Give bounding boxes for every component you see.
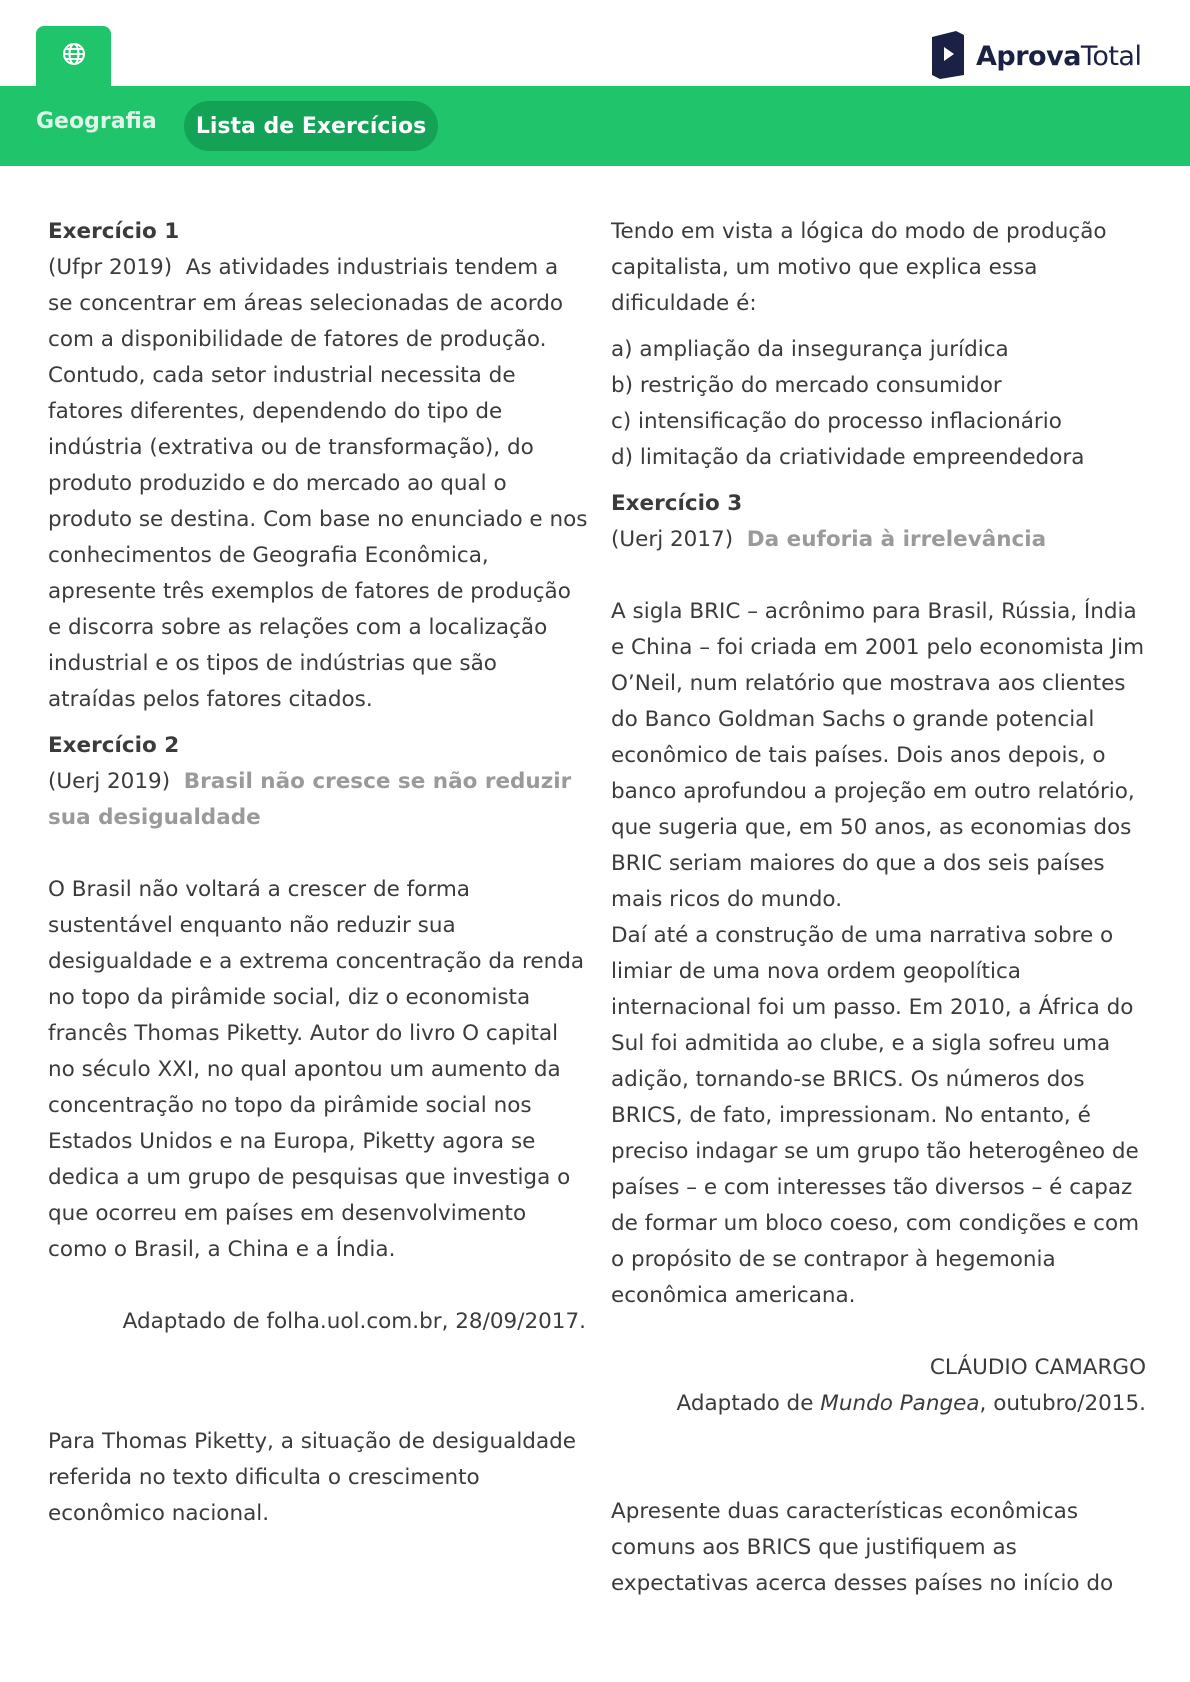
exercise-1-text: As atividades industriais tendem a se concentrar em áreas selecionadas de acordo com a disponibilidade de fatores de produção. Contudo, cada setor industrial necessita de fatores diferentes, dependendo do tipo de indústria (extrativa ou de transformação), do produto produzido e do mercado ao qual o produto se destina. Com base no enunciado e nos conhecimentos de Geografia Econômica, apresente três exemplos de fatores de produção e discorra sobre as relações com a localização industrial e os tipos de indústrias que são atraídas pelos fatores citados.: [48, 255, 588, 712]
exercise-2-text: O Brasil não voltará a crescer de forma sustentável enquanto não reduzir sua desigualdade e a extrema concentração da renda no topo da pirâmide social, diz o economista francês Thomas Piketty. Autor do livro O capital no século XXI, no qual apontou um aumento da concentração no topo da pirâmide social nos Estados Unidos e na Europa, Piketty agora se dedica a um grupo de pesquisas que investiga o que ocorreu em países em desenvolvimento como o Brasil, a China e a Índia.: [48, 877, 585, 1262]
breadcrumb-bar: [0, 86, 1190, 166]
breadcrumb-section-pill[interactable]: Lista de Exercícios: [184, 101, 438, 151]
option-d[interactable]: d) limitação da criatividade empreendedora: [611, 445, 1085, 470]
exercise-2-header: [48, 764, 588, 836]
exercise-2-headline: Brasil não cresce se não reduzir sua desigualdade: [48, 769, 572, 830]
exercise-3-question: Apresente duas características econômicas comuns aos BRICS que justifiquem as expectativas acerca desses países no início do: [611, 1499, 1114, 1596]
exercise-2-credit: Adaptado de folha.uol.com.br, 28/09/2017.: [122, 1309, 586, 1334]
exercise-1-title: Exercício 1: [48, 219, 180, 244]
credit-prefix: Adaptado de: [676, 1391, 821, 1416]
exercise-3-title: Exercício 3: [611, 491, 743, 516]
exercise-3-text-1: A sigla BRIC – acrônimo para Brasil, Rússia, Índia e China – foi criada em 2001 pelo economista Jim O’Neil, num relatório que mostrava aos clientes do Banco Goldman Sachs o grande potencial econômico de tais países. Dois anos depois, o banco aprofundou a projeção em outro relatório, que sugeria que, em 50 anos, as economias dos BRIC seriam maiores do que a dos seis países mais ricos do mundo.: [611, 599, 1145, 912]
globe-icon: [62, 42, 86, 70]
exercise-1-source: (Ufpr 2019): [48, 255, 173, 280]
option-a[interactable]: a) ampliação da insegurança jurídica: [611, 337, 1009, 362]
option-b[interactable]: b) restrição do mercado consumidor: [611, 373, 1002, 398]
exercise-2-options: [611, 332, 1146, 476]
option-c[interactable]: c) intensificação do processo inflacionário: [611, 409, 1062, 434]
exercise-2-title: Exercício 2: [48, 733, 180, 758]
logo-wordmark: [976, 41, 1141, 72]
left-column: [48, 214, 588, 1532]
globe-tab[interactable]: [36, 26, 111, 86]
logo-regular: Total: [1080, 40, 1142, 72]
exercise-1-body: [48, 250, 588, 718]
exercise-3-headline: Da euforia à irrelevância: [746, 527, 1047, 552]
credit-suffix: , outubro/2015.: [979, 1391, 1146, 1416]
credit-italic: Mundo Pangea: [820, 1391, 980, 1416]
exercise-3-credit: [611, 1386, 1146, 1422]
exercise-2-question: Para Thomas Piketty, a situação de desigualdade referida no texto dificulta o crescimento econômico nacional.: [48, 1429, 576, 1526]
exercise-3-source: (Uerj 2017): [611, 527, 734, 552]
aprova-total-logo: [930, 28, 1141, 84]
exercise-3-header: [611, 522, 1146, 558]
exercise-2-question-cont: Tendo em vista a lógica do modo de produção capitalista, um motivo que explica essa dificuldade é:: [611, 219, 1107, 316]
logo-bold: Aprova: [976, 40, 1081, 72]
logo-book-icon: [930, 29, 966, 83]
right-column: [611, 214, 1146, 1602]
exercise-3-author: CLÁUDIO CAMARGO: [929, 1355, 1146, 1380]
breadcrumb-subject[interactable]: Geografia: [36, 109, 157, 134]
exercise-2-source: (Uerj 2019): [48, 769, 171, 794]
exercise-3-text-2: Daí até a construção de uma narrativa sobre o limiar de uma nova ordem geopolítica internacional foi um passo. Em 2010, a África do Sul foi admitida ao clube, e a sigla sofreu uma adição, tornando-se BRICS. Os números dos BRICS, de fato, impressionam. No entanto, é preciso indagar se um grupo tão heterogêneo de países – e com interesses tão diversos – é capaz de formar um bloco coeso, com condições e com o propósito de se contrapor à hegemonia econômica americana.: [611, 923, 1140, 1308]
